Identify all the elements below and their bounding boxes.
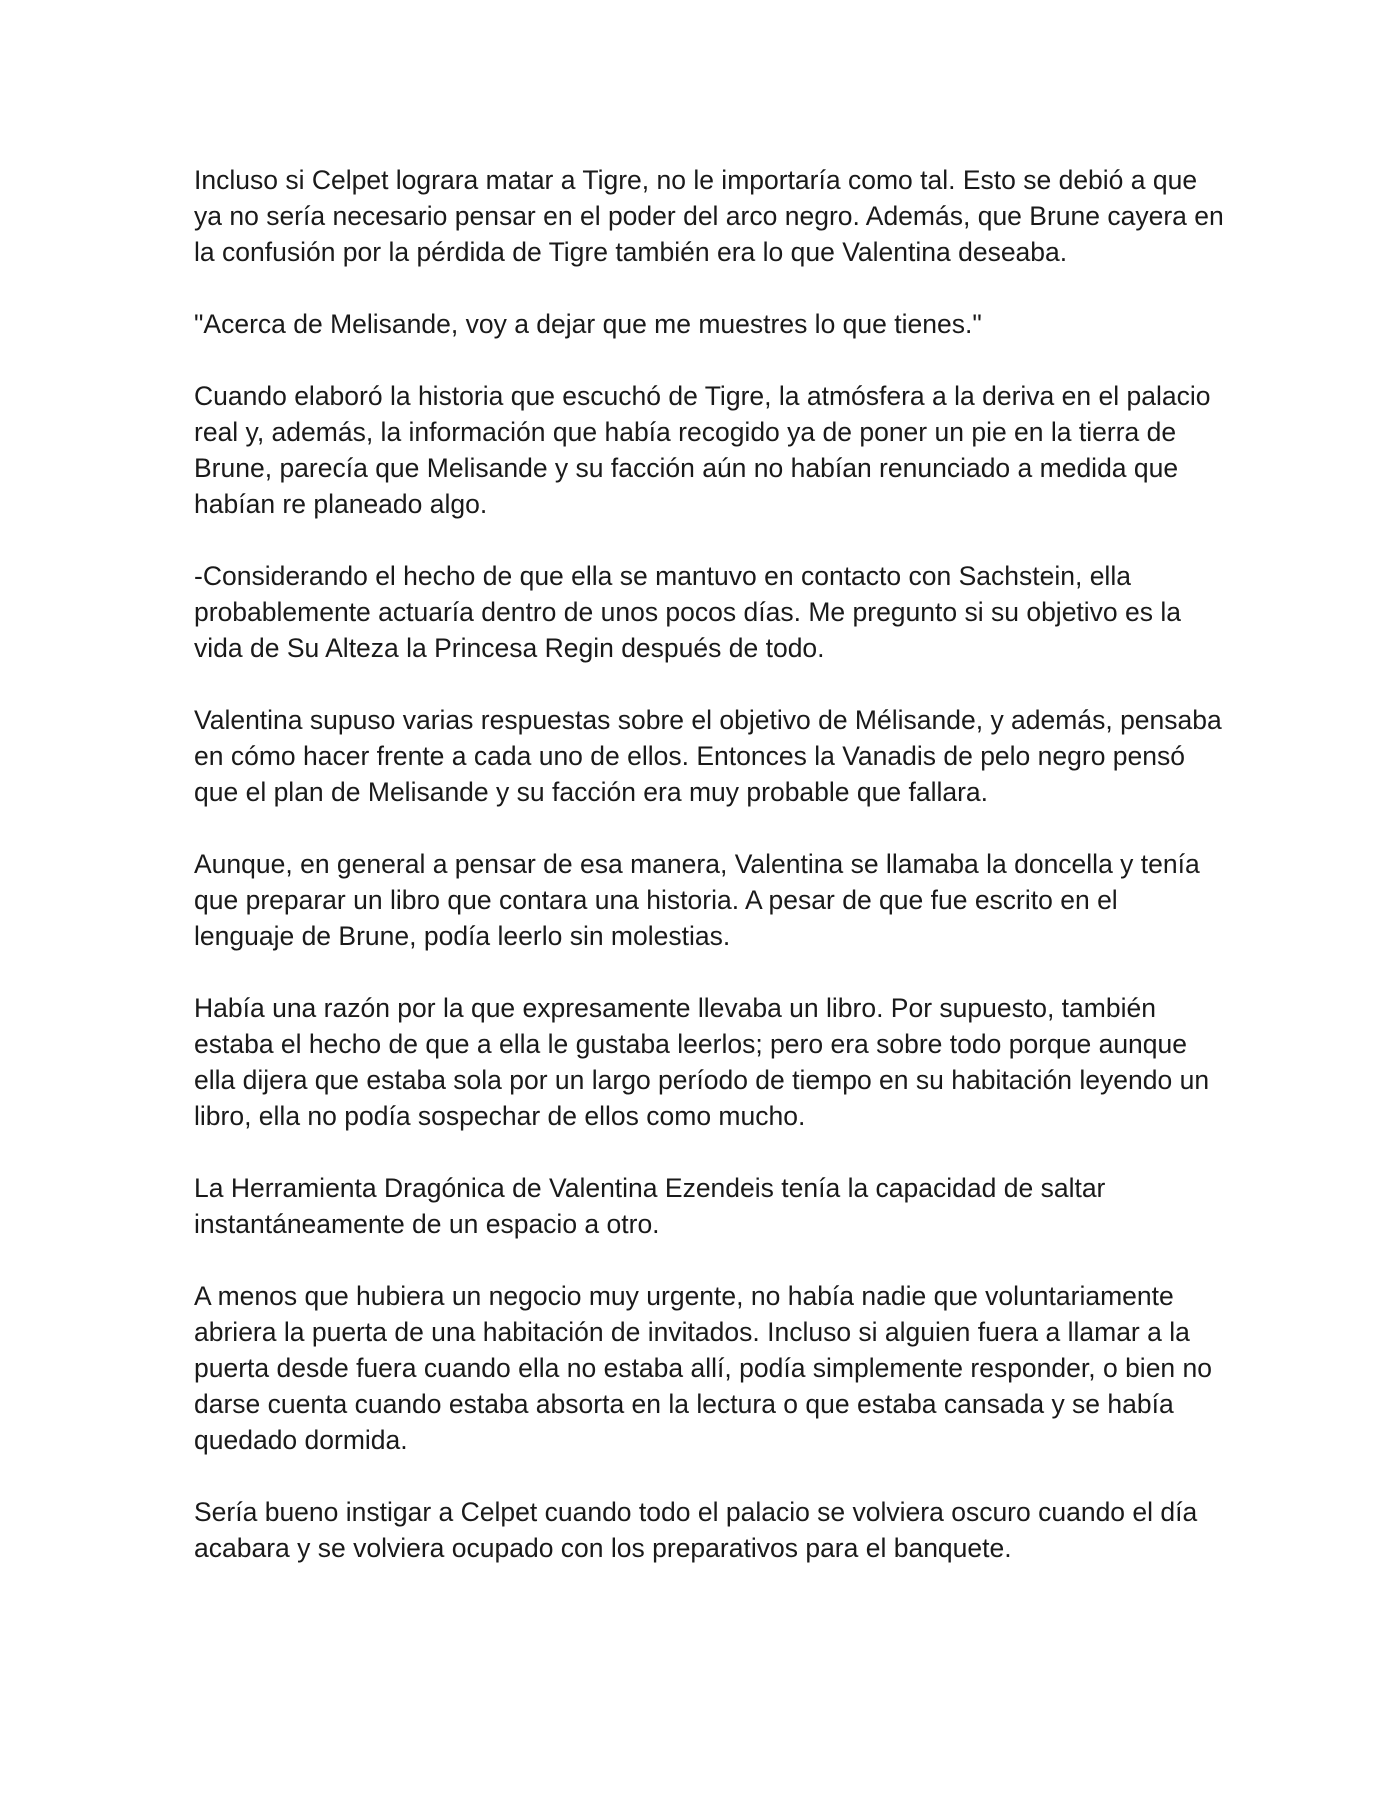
paragraph-4: -Considerando el hecho de que ella se mantuvo en contacto con Sachstein, ella probablemente actuaría dentro de unos pocos días. Me pregunto si su objetivo es la vida de Su Alteza la Princesa Regin después de todo.: [194, 561, 1182, 663]
document-body: [194, 162, 1224, 1602]
paragraph-8: La Herramienta Dragónica de Valentina Ezendeis tenía la capacidad de saltar instantáneamente de un espacio a otro.: [194, 1173, 1106, 1239]
paragraph-5: Valentina supuso varias respuestas sobre el objetivo de Mélisande, y además, pensaba en cómo hacer frente a cada uno de ellos. Entonces la Vanadis de pelo negro pensó que el plan de Melisande y su facción era muy probable que fallara.: [194, 705, 1222, 807]
paragraph-3: Cuando elaboró la historia que escuchó de Tigre, la atmósfera a la deriva en el palacio real y, además, la información que había recogido ya de poner un pie en la tierra de Brune, parecía que Melisande y su facción aún no habían renunciado a medida que habían re planeado algo.: [194, 381, 1211, 519]
paragraph-7: Había una razón por la que expresamente llevaba un libro. Por supuesto, también estaba el hecho de que a ella le gustaba leerlos; pero era sobre todo porque aunque ella dijera que estaba sola por un largo período de tiempo en su habitación leyendo un libro, ella no podía sospechar de ellos como mucho.: [194, 993, 1210, 1131]
paragraph-6: Aunque, en general a pensar de esa manera, Valentina se llamaba la doncella y tenía que preparar un libro que contara una historia. A pesar de que fue escrito en el lenguaje de Brune, podía leerlo sin molestias.: [194, 849, 1200, 951]
paragraph-2: "Acerca de Melisande, voy a dejar que me muestres lo que tienes.": [194, 309, 982, 339]
paragraph-10: Sería bueno instigar a Celpet cuando todo el palacio se volviera oscuro cuando el día acabara y se volviera ocupado con los preparativos para el banquete.: [194, 1497, 1198, 1563]
paragraph-1: Incluso si Celpet lograra matar a Tigre, no le importaría como tal. Esto se debió a que ya no sería necesario pensar en el poder del arco negro. Además, que Brune cayera en la confusión por la pérdida de Tigre también era lo que Valentina deseaba.: [194, 165, 1224, 267]
paragraph-9: A menos que hubiera un negocio muy urgente, no había nadie que voluntariamente abriera la puerta de una habitación de invitados. Incluso si alguien fuera a llamar a la puerta desde fuera cuando ella no estaba allí, podía simplemente responder, o bien no darse cuenta cuando estaba absorta en la lectura o que estaba cansada y se había quedado dormida.: [194, 1281, 1213, 1455]
